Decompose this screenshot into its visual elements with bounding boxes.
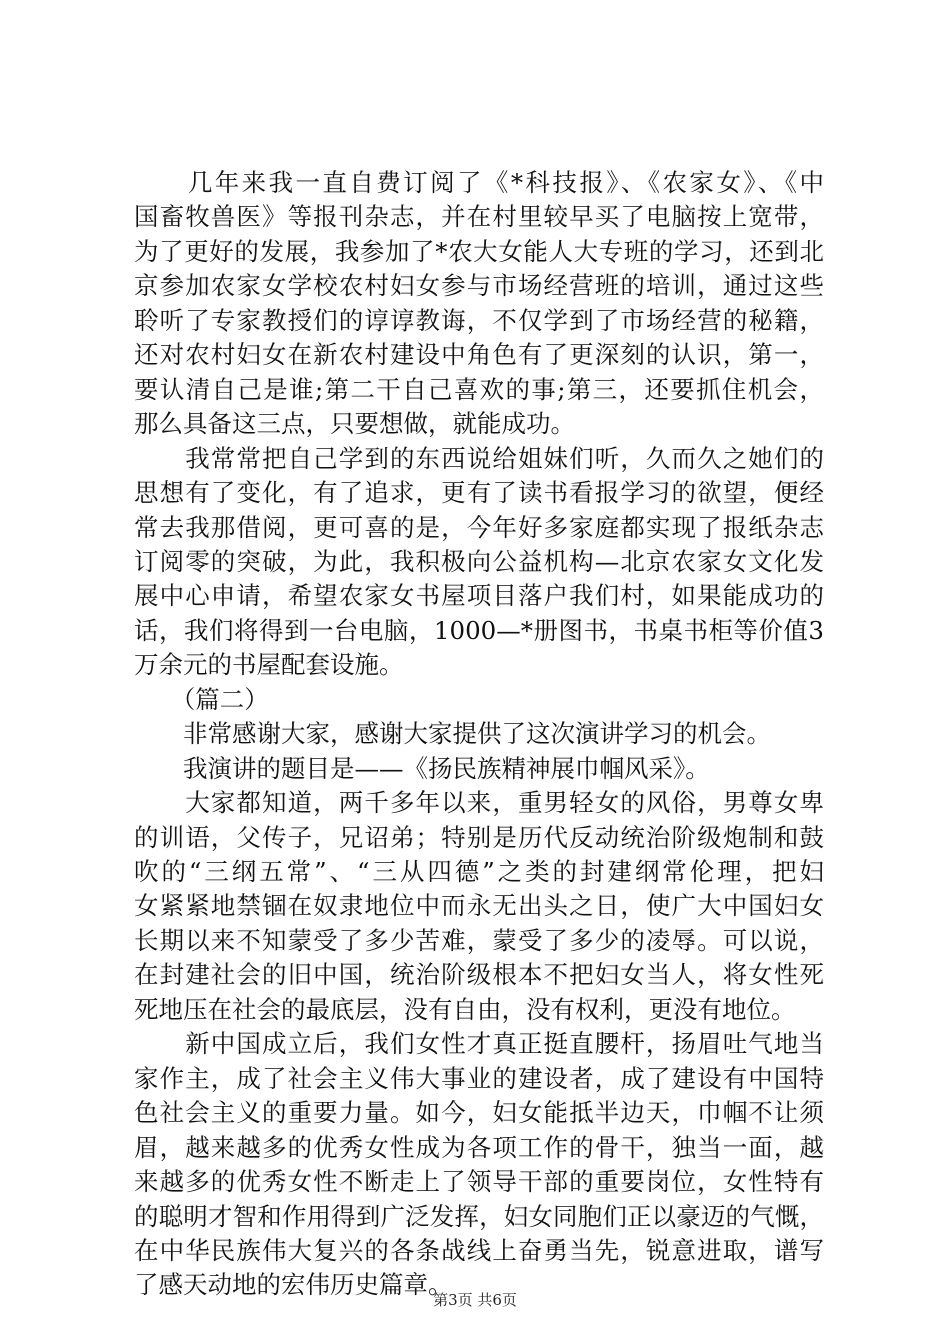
text-line: 几年来我一直自费订阅了《*科技报》、《农家女》、《中 <box>134 168 824 197</box>
text-line: 还对农村妇女在新农村建设中角色有了更深刻的认识，第一， <box>134 340 824 370</box>
text-line: 的训语，父传子，兄诏弟；特别是历代反动统治阶级炮制和鼓 <box>134 822 824 852</box>
text-line: 订阅零的突破，为此，我积极向公益机构—北京农家女文化发 <box>134 546 824 576</box>
text-line: 我常常把自己学到的东西说给姐妹们听，久而久之她们的 <box>134 443 824 473</box>
text-line: 国畜牧兽医》等报刊杂志，并在村里较早买了电脑按上宽带， <box>134 202 824 232</box>
text-line: 话，我们将得到一台电脑，1000—*册图书，书桌书柜等价值3 <box>134 615 824 645</box>
text-line: 长期以来不知蒙受了多少苦难，蒙受了多少的凌辱。可以说， <box>134 925 824 955</box>
text-line: 在封建社会的旧中国，统治阶级根本不把妇女当人，将女性死 <box>134 960 824 990</box>
text-line: 我演讲的题目是——《扬民族精神展巾帼风采》。 <box>134 753 710 783</box>
text-line: 眉，越来越多的优秀女性成为各项工作的骨干，独当一面，越 <box>134 1132 824 1162</box>
text-line: 万余元的书屋配套设施。 <box>134 650 404 680</box>
text-line: 家作主，成了社会主义伟大事业的建设者，成了建设有中国特 <box>134 1063 824 1093</box>
text-line: 在中华民族伟大复兴的各条战线上奋勇当先，锐意进取，谱写 <box>134 1235 824 1265</box>
text-line: 展中心申请，希望农家女书屋项目落户我们村，如果能成功的 <box>134 581 824 611</box>
text-line: 色社会主义的重要力量。如今，妇女能抵半边天，巾帼不让须 <box>134 1098 824 1128</box>
text-line: 的聪明才智和作用得到广泛发挥，妇女同胞们正以豪迈的气慨， <box>134 1201 824 1231</box>
text-line: 京参加农家女学校农村妇女参与市场经营班的培训，通过这些 <box>134 271 824 301</box>
text-line: 新中国成立后，我们女性才真正挺直腰杆，扬眉吐气地当 <box>134 1029 824 1059</box>
page-footer: 第3页 共6页 <box>433 1291 517 1309</box>
text-line: 聆听了专家教授们的谆谆教诲，不仅学到了市场经营的秘籍， <box>134 305 824 335</box>
text-line: （篇二） <box>134 684 269 714</box>
text-line: 常去我那借阅，更可喜的是，今年好多家庭都实现了报纸杂志 <box>134 512 824 542</box>
text-line: 吹的“三纲五常”、“三从四德”之类的封建纲常伦理，把妇 <box>134 857 824 886</box>
text-line: 大家都知道，两千多年以来，重男轻女的风俗，男尊女卑 <box>134 788 824 818</box>
text-line: 来越多的优秀女性不断走上了领导干部的重要岗位，女性特有 <box>134 1167 824 1197</box>
text-line: 死地压在社会的最底层，没有自由，没有权利，更没有地位。 <box>134 994 796 1024</box>
text-line: 非常感谢大家，感谢大家提供了这次演讲学习的机会。 <box>134 719 771 749</box>
text-line: 了感天动地的宏伟历史篇章。 <box>134 1270 453 1300</box>
text-line: 思想有了变化，有了追求，更有了读书看报学习的欲望，便经 <box>134 478 824 508</box>
text-line: 为了更好的发展，我参加了*农大女能人大专班的学习，还到北 <box>134 236 824 266</box>
text-line: 那么具备这三点，只要想做，就能成功。 <box>134 409 575 439</box>
text-line: 要认清自己是谁;第二干自己喜欢的事;第三，还要抓住机会， <box>134 374 824 404</box>
text-line: 女紧紧地禁锢在奴隶地位中而永无出头之日，使广大中国妇女 <box>134 891 824 921</box>
